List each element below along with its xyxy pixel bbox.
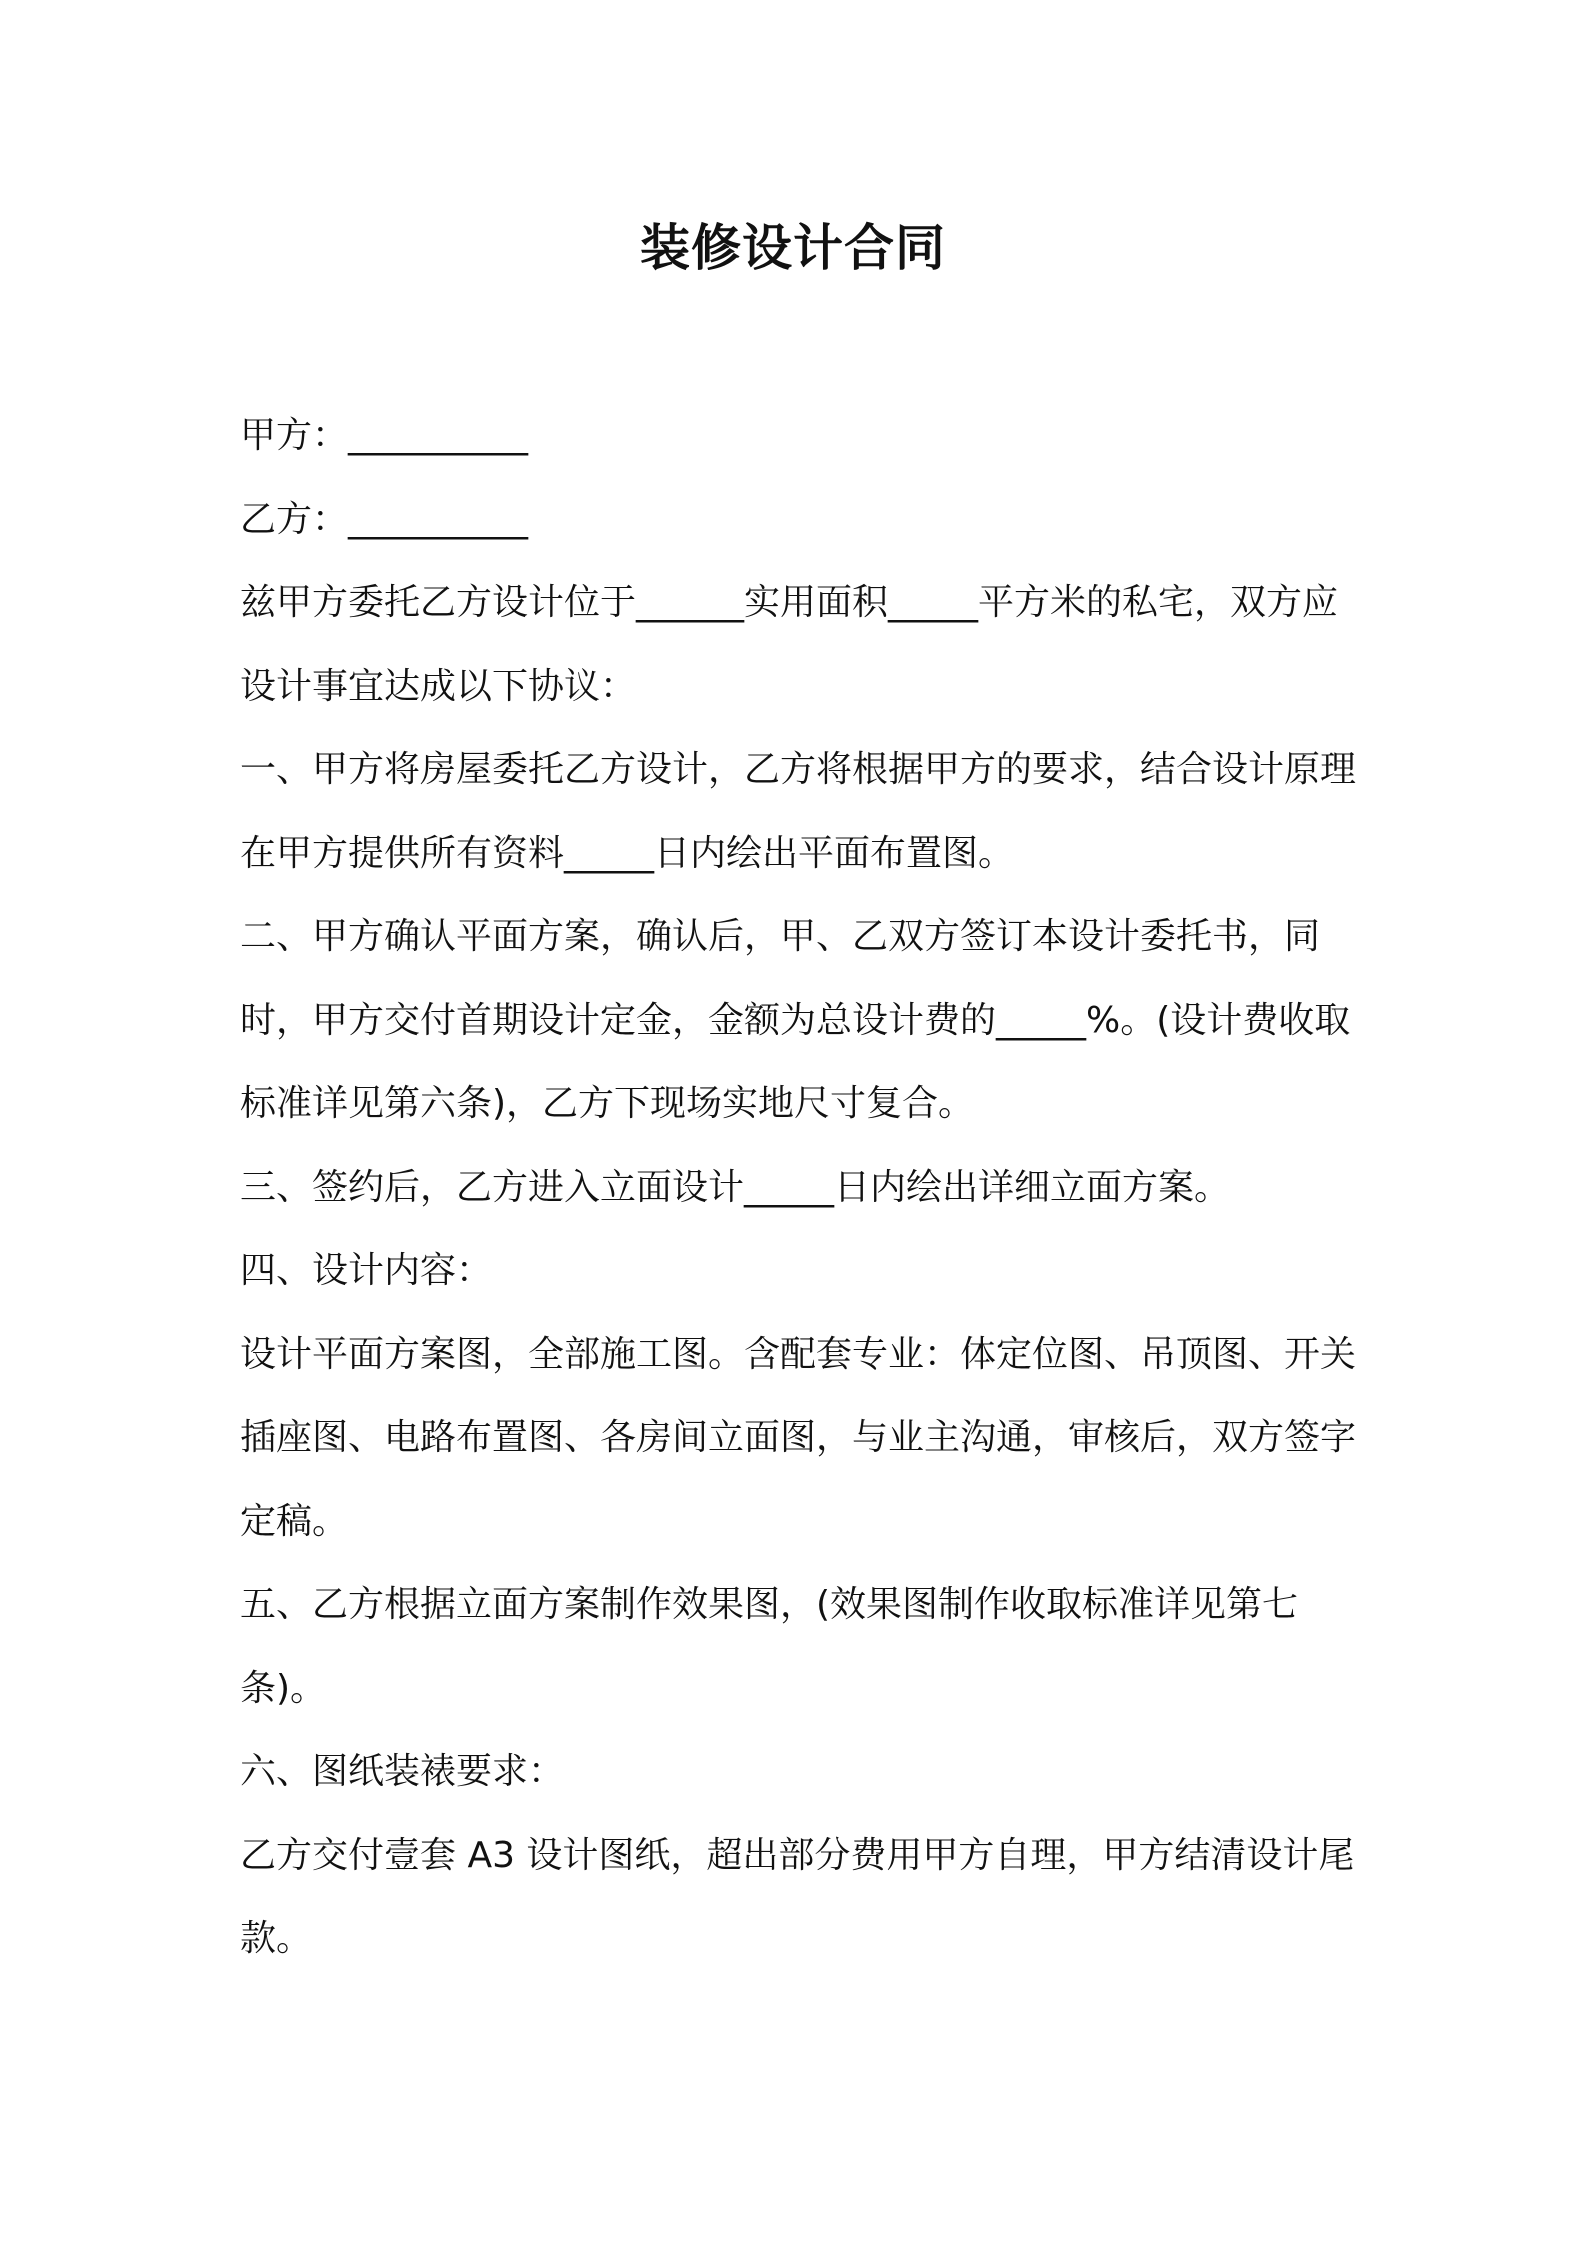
clause-4-content: 设计平面方案图，全部施工图。含配套专业：体定位图、吊顶图、开关插座图、电路布置图、各房间立面图，与业主沟通，审核后，双方签字定稿。 bbox=[240, 1333, 1357, 1542]
clause-5: 五、乙方根据立面方案制作效果图，(效果图制作收取标准详见第七条)。 bbox=[240, 1584, 1299, 1709]
clause-6-content: 乙方交付壹套 A3 设计图纸，超出部分费用甲方自理，甲方结清设计尾款。 bbox=[240, 1834, 1355, 1959]
clause-4-heading: 四、设计内容： bbox=[240, 1250, 493, 1291]
document-title: 装修设计合同 bbox=[640, 219, 946, 277]
document-body bbox=[240, 394, 1360, 1981]
clause-1: 一、甲方将房屋委托乙方设计，乙方将根据甲方的要求，结合设计原理在甲方提供所有资料_____日内绘出平面布置图。 bbox=[240, 749, 1357, 874]
clause-3: 三、签约后，乙方进入立面设计_____日内绘出详细立面方案。 bbox=[240, 1166, 1231, 1208]
clause-6-heading: 六、图纸装裱要求： bbox=[240, 1751, 565, 1792]
party-a-line: 甲方：__________ bbox=[240, 415, 529, 456]
intro-paragraph: 兹甲方委托乙方设计位于______实用面积_____平方米的私宅，双方应设计事宜达成以下协议： bbox=[240, 582, 1339, 707]
clause-2: 二、甲方确认平面方案，确认后，甲、乙双方签订本设计委托书，同时，甲方交付首期设计定金，金额为总设计费的_____%。(设计费收取标准详见第六条)，乙方下现场实地尺寸复合。 bbox=[240, 916, 1351, 1124]
party-b-line: 乙方：__________ bbox=[240, 498, 529, 540]
